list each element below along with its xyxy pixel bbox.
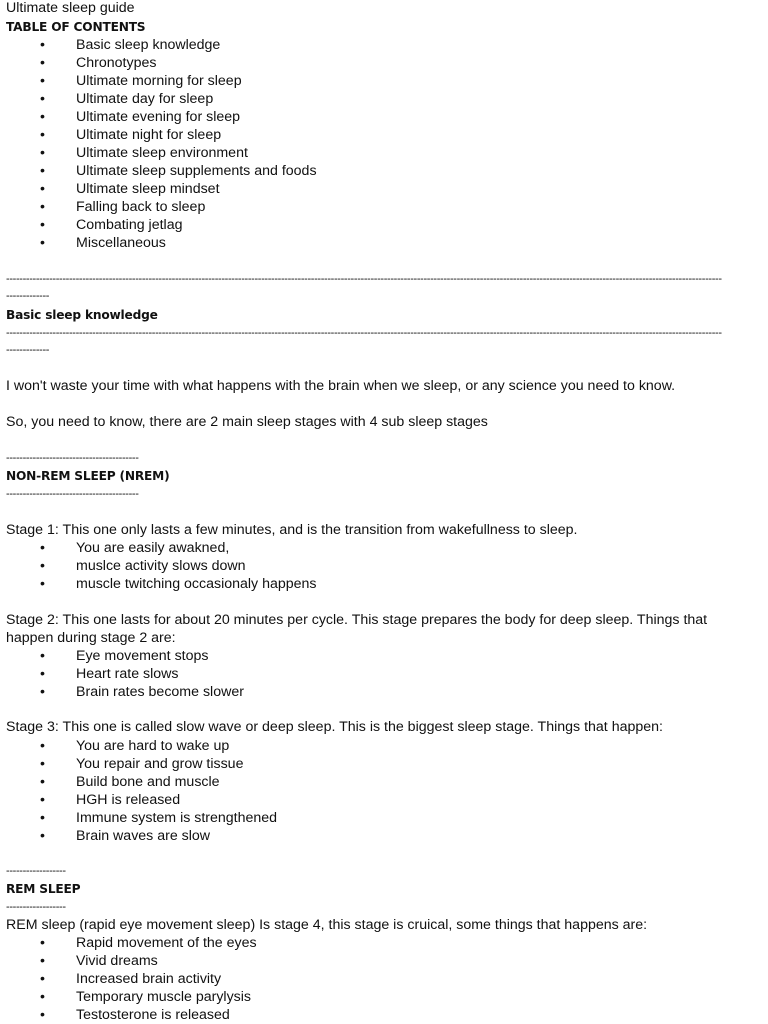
document-title: Ultimate sleep guide: [6, 0, 135, 16]
stage2-text: happen during stage 2 are:: [6, 630, 176, 646]
list-item: • muscle twitching occasionaly happens: [40, 576, 317, 592]
list-item: • HGH is released: [40, 792, 181, 808]
list-item: • You are easily awakned,: [40, 540, 230, 556]
toc-heading: TABLE OF CONTENTS: [6, 20, 146, 34]
stage2-list: [0, 647, 768, 701]
separator-line: ------------------------------------------------------------------------------------------------------------------------------------------------------------------------------------------------------------------------: [6, 273, 722, 285]
separator-short: ------------------: [6, 901, 66, 913]
separator-short: ------------------: [6, 865, 66, 877]
toc-item[interactable]: • Chronotypes: [40, 55, 157, 71]
paragraph: So, you need to know, there are 2 main sleep stages with 4 sub sleep stages: [6, 414, 488, 430]
rem-text: REM sleep (rapid eye movement sleep) Is stage 4, this stage is cruical, some things that happens are:: [6, 917, 648, 933]
toc-item[interactable]: • Falling back to sleep: [40, 199, 206, 215]
stage1-text: Stage 1: This one only lasts a few minutes, and is the transition from wakefullness to sleep.: [6, 522, 578, 538]
paragraph: I won't waste your time with what happens with the brain when we sleep, or any science you need to know.: [6, 378, 676, 394]
list-item: • Increased brain activity: [40, 971, 222, 987]
list-item: • Heart rate slows: [40, 666, 179, 682]
section-heading-nrem: NON-REM SLEEP (NREM): [6, 469, 170, 483]
list-item: • Brain waves are slow: [40, 828, 211, 844]
toc-item[interactable]: • Basic sleep knowledge: [40, 37, 221, 53]
toc-item[interactable]: • Combating jetlag: [40, 217, 183, 233]
rem-list: [0, 934, 768, 1024]
list-item: • Vivid dreams: [40, 953, 158, 969]
list-item: • Testosterone is released: [40, 1007, 230, 1023]
stage1-list: [0, 539, 768, 593]
list-item: • You are hard to wake up: [40, 738, 230, 754]
list-item: • Temporary muscle parylysis: [40, 989, 252, 1005]
list-item: • You repair and grow tissue: [40, 756, 244, 772]
toc-item[interactable]: • Ultimate sleep mindset: [40, 181, 220, 197]
section-heading-rem: REM SLEEP: [6, 882, 81, 896]
list-item: • Eye movement stops: [40, 648, 209, 664]
stage3-text: Stage 3: This one is called slow wave or deep sleep. This is the biggest sleep stage. Things that happen:: [6, 719, 663, 735]
list-item: • Rapid movement of the eyes: [40, 935, 257, 951]
separator-short: ----------------------------------------: [6, 452, 139, 464]
list-item: • Immune system is strengthened: [40, 810, 278, 826]
toc-item[interactable]: • Ultimate morning for sleep: [40, 73, 242, 89]
list-item: • Build bone and muscle: [40, 774, 220, 790]
separator-short: ----------------------------------------: [6, 488, 139, 500]
separator-tail: -------------: [6, 344, 50, 356]
list-item: • Brain rates become slower: [40, 684, 244, 700]
stage2-text: Stage 2: This one lasts for about 20 minutes per cycle. This stage prepares the body for deep sleep. Things that: [6, 612, 708, 628]
toc-item[interactable]: • Ultimate sleep environment: [40, 145, 248, 161]
stage3-list: [0, 737, 768, 845]
list-item: • muslce activity slows down: [40, 558, 246, 574]
toc-list: [0, 36, 768, 252]
toc-item[interactable]: • Ultimate evening for sleep: [40, 109, 241, 125]
toc-item[interactable]: • Ultimate day for sleep: [40, 91, 214, 107]
toc-item[interactable]: • Miscellaneous: [40, 235, 166, 251]
toc-item[interactable]: • Ultimate sleep supplements and foods: [40, 163, 317, 179]
separator-tail: -------------: [6, 290, 50, 302]
toc-item[interactable]: • Ultimate night for sleep: [40, 127, 222, 143]
section-heading-basic: Basic sleep knowledge: [6, 308, 158, 322]
separator-line: ------------------------------------------------------------------------------------------------------------------------------------------------------------------------------------------------------------------------: [6, 327, 722, 339]
